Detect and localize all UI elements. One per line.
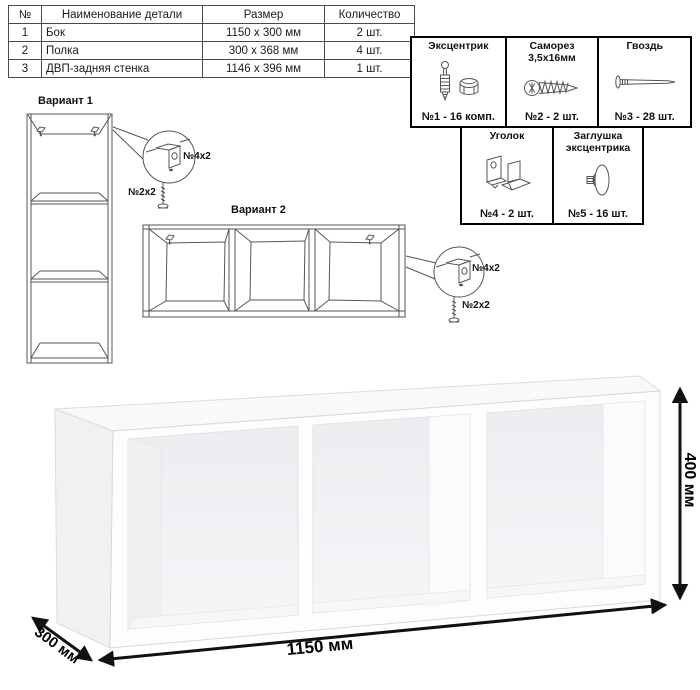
cam-bolt-icon	[430, 59, 486, 105]
part-qty: 2 шт.	[325, 24, 415, 42]
screw-vertical-icon	[449, 296, 459, 322]
variant1-bracket-label: №4х2	[183, 151, 211, 162]
variant2-bracket-label: №4х2	[472, 263, 500, 274]
screw-icon	[521, 72, 583, 104]
hardware-count: №5 - 16 шт.	[567, 208, 629, 220]
hardware-cell-nail	[597, 38, 690, 126]
part-size: 1150 х 300 мм	[203, 24, 325, 42]
part-number: 3	[9, 60, 42, 78]
hardware-legend-top-row	[410, 36, 692, 128]
hardware-count: №2 - 2 шт.	[525, 111, 579, 123]
hardware-title-line1: Саморез	[529, 40, 575, 52]
hardware-count: №1 - 16 комп.	[421, 111, 495, 123]
part-number: 1	[9, 24, 42, 42]
hardware-title-line1: Заглушка	[573, 130, 623, 142]
screw-vertical-icon	[158, 182, 168, 208]
hardware-title: Эксцентрик	[428, 40, 489, 52]
shelf-3d-render	[25, 368, 700, 668]
table-row	[9, 24, 415, 42]
hardware-title-line2: эксцентрика	[565, 141, 631, 154]
part-qty: 1 шт.	[325, 60, 415, 78]
col-header-size: Размер	[203, 6, 325, 24]
hardware-title: Уголок	[489, 130, 525, 142]
variant1-title: Вариант 1	[38, 95, 93, 107]
nail-icon	[612, 70, 678, 94]
depth-dimension-label: 300 мм	[31, 623, 83, 668]
table-row	[9, 60, 415, 78]
hardware-cell-screw	[505, 38, 598, 126]
cam-cap-icon	[578, 160, 618, 202]
hardware-title-line2: 3,5х16мм	[528, 51, 576, 64]
hardware-cell-corner	[462, 128, 552, 223]
part-name: ДВП-задняя стенка	[42, 60, 203, 78]
hardware-cell-cap	[552, 128, 642, 223]
corner-bracket-icon	[478, 152, 536, 198]
parts-table	[8, 5, 415, 78]
table-row	[9, 42, 415, 60]
variant2-title: Вариант 2	[231, 204, 286, 216]
width-dimension-label: 1150 мм	[285, 633, 355, 660]
hardware-title	[528, 41, 576, 65]
part-name: Бок	[42, 24, 203, 42]
part-size: 1146 х 396 мм	[203, 60, 325, 78]
hardware-count: №4 - 2 шт.	[480, 208, 534, 220]
parts-table-header-row	[9, 6, 415, 24]
part-qty: 4 шт.	[325, 42, 415, 60]
variant2-drawing	[140, 220, 505, 325]
hardware-title	[566, 131, 631, 155]
hardware-cell-eccentric	[412, 38, 505, 126]
height-dimension-label: 400 мм	[681, 452, 698, 508]
hardware-count: №3 - 28 шт.	[614, 111, 675, 123]
shelf-left-face	[55, 409, 113, 648]
col-header-name: Наименование детали	[42, 6, 203, 24]
variant2-screw-label: №2х2	[462, 300, 490, 311]
variant1-screw-label: №2х2	[128, 187, 156, 198]
hardware-title: Гвоздь	[626, 40, 663, 52]
part-size: 300 х 368 мм	[203, 42, 325, 60]
hardware-legend-bottom-row	[460, 126, 644, 225]
col-header-qty: Количество	[325, 6, 415, 24]
col-header-number: №	[9, 6, 42, 24]
part-number: 2	[9, 42, 42, 60]
part-name: Полка	[42, 42, 203, 60]
